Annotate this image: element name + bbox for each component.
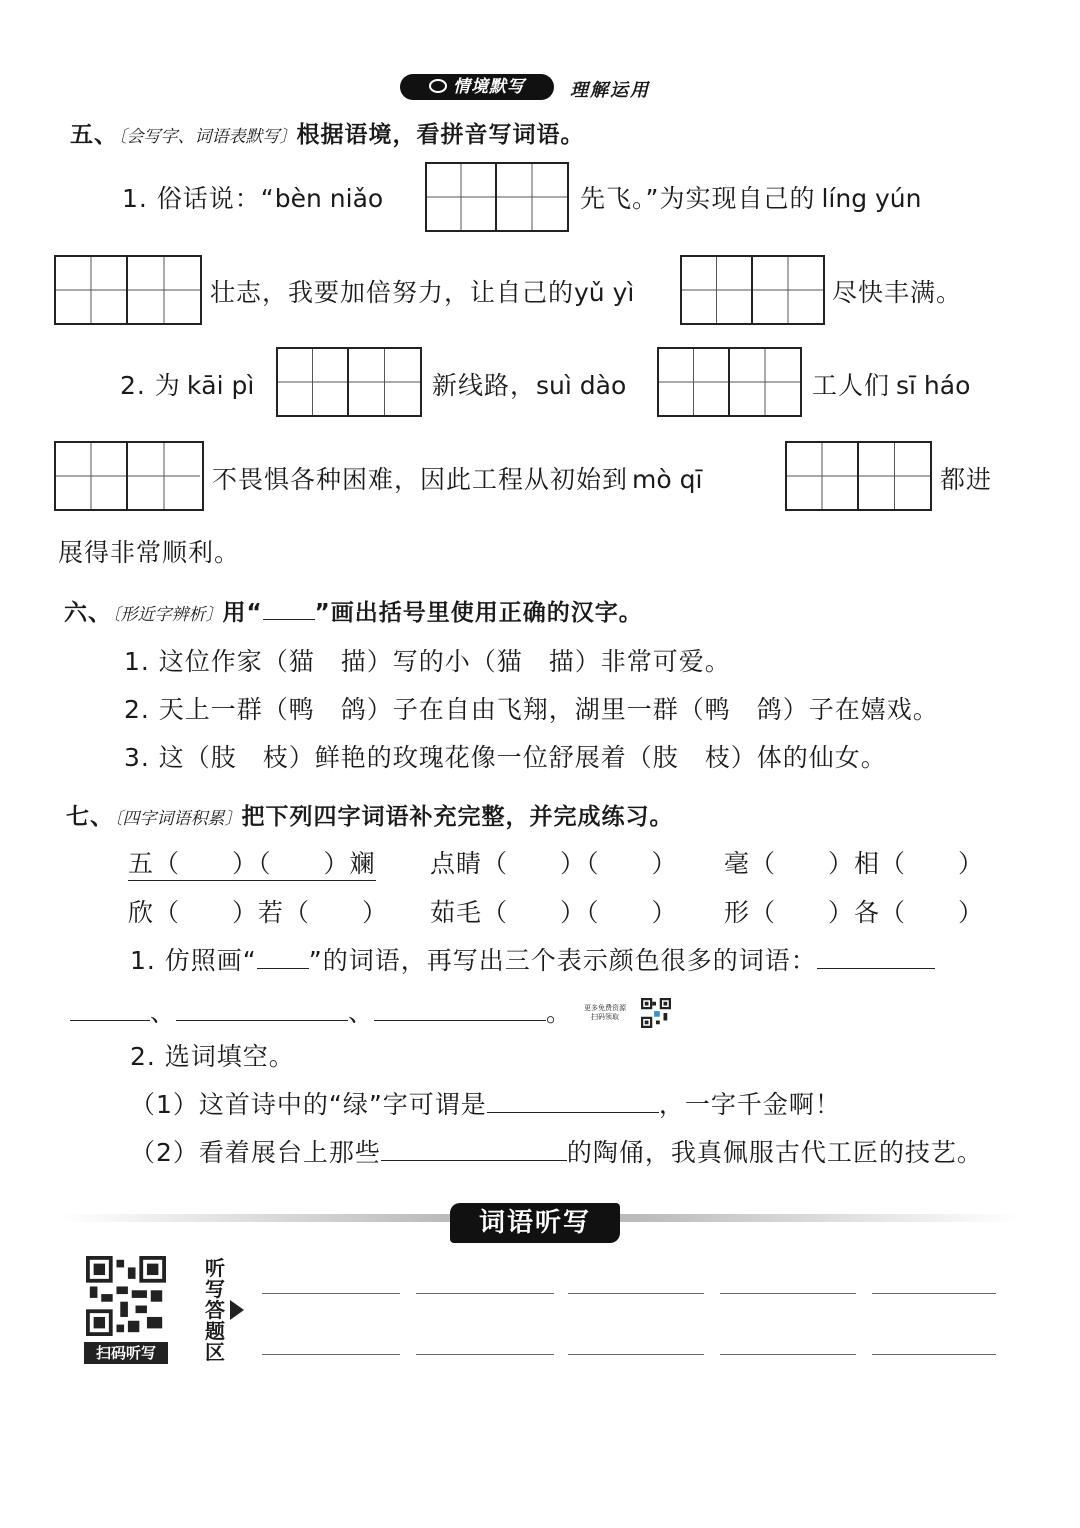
grid-cell[interactable] bbox=[497, 164, 567, 230]
s7-q2-1-text-b: ，一字千金啊！ bbox=[658, 1090, 841, 1119]
answer-grid-yu-yi[interactable] bbox=[680, 255, 825, 325]
grid-cell[interactable] bbox=[278, 349, 349, 415]
promo-line-1: 更多免费资源 bbox=[584, 1004, 626, 1012]
idiom-rumao: 茹毛（ ）（ ） bbox=[430, 898, 678, 927]
s6-item-3: 3. 这（肢 枝）鲜艳的玫瑰花像一位舒展着（肢 枝）体的仙女。 bbox=[124, 743, 887, 772]
pinyin-si-hao: sī háo bbox=[896, 371, 971, 400]
dictation-qr-icon[interactable] bbox=[84, 1256, 168, 1336]
answer-grid-kai-pi[interactable] bbox=[276, 347, 422, 417]
s5-q2-text-a: 2. 为 bbox=[120, 371, 181, 400]
dictation-line[interactable] bbox=[720, 1354, 856, 1355]
s5-q2-text-c: 工人们 bbox=[812, 371, 891, 400]
dictation-vertical-label bbox=[203, 1258, 227, 1363]
answer-blank[interactable] bbox=[817, 943, 935, 969]
grid-cell[interactable] bbox=[682, 257, 753, 323]
dictation-line[interactable] bbox=[872, 1293, 996, 1294]
section5-heading bbox=[70, 116, 585, 149]
s7-q2-2 bbox=[130, 1133, 983, 1169]
s5-q1-part-d: 尽快丰满。 bbox=[832, 278, 963, 307]
idiom-wucaibanlan: 五（ ）（ ）斓 bbox=[128, 844, 376, 881]
answer-blank[interactable] bbox=[70, 995, 150, 1021]
s7-q2-1 bbox=[130, 1085, 841, 1121]
pinyin-ben-niao: bèn niǎo bbox=[274, 184, 384, 213]
s5-q2-part-a bbox=[120, 366, 254, 402]
pinyin-yu-yi: yǔ yì bbox=[574, 278, 635, 307]
underline-sample bbox=[263, 596, 315, 620]
promo-text bbox=[584, 1004, 626, 1022]
grid-cell[interactable] bbox=[787, 443, 859, 509]
dictation-line[interactable] bbox=[416, 1293, 554, 1294]
vlabel-char: 区 bbox=[205, 1340, 225, 1364]
dictation-line[interactable] bbox=[262, 1293, 400, 1294]
idiom-huadiandianjing: 点睛（ ）（ ） bbox=[430, 849, 678, 878]
promo-qr-icon[interactable] bbox=[640, 998, 672, 1028]
header-badge bbox=[400, 74, 554, 100]
qr-label: 扫码听写 bbox=[84, 1342, 168, 1364]
s5-q2-part-e: 都进 bbox=[940, 465, 993, 494]
s6-item-1: 1. 这位作家（猫 描）写的小（猫 描）非常可爱。 bbox=[124, 647, 731, 676]
grid-cell[interactable] bbox=[128, 443, 200, 509]
idiom-haobuxiang: 毫（ ）相（ ） bbox=[724, 849, 985, 878]
vlabel-char: 写 bbox=[205, 1277, 225, 1301]
section6-tag: 〔形近字辨析〕 bbox=[112, 605, 223, 625]
dictation-line[interactable] bbox=[720, 1293, 856, 1294]
s5-q2-text-b: 新线路， bbox=[432, 371, 537, 400]
pinyin-sui-dao: suì dào bbox=[536, 371, 627, 400]
section7-number: 七、 bbox=[66, 804, 114, 830]
answer-blank[interactable] bbox=[176, 995, 348, 1021]
section6-title-a: 用“ bbox=[222, 600, 263, 626]
vlabel-char: 听 bbox=[205, 1256, 225, 1280]
s5-q2-part-c bbox=[812, 366, 970, 402]
grid-cell[interactable] bbox=[730, 349, 800, 415]
s5-q1-text-c: 壮志，我要加倍努力，让自己的 bbox=[210, 278, 575, 307]
eye-icon bbox=[429, 79, 447, 93]
s7-q2: 2. 选词填空。 bbox=[130, 1042, 295, 1071]
dictation-line[interactable] bbox=[262, 1354, 400, 1355]
pinyin-kai-pi: kāi pì bbox=[186, 371, 255, 400]
section5-number: 五、 bbox=[70, 122, 118, 148]
idiom-xingxing: 形（ ）各（ ） bbox=[724, 898, 985, 927]
idiom-xinxiruokuang: 欣（ ）若（ ） bbox=[128, 898, 389, 927]
s5-q2-part-b bbox=[432, 366, 626, 402]
vlabel-char: 答 bbox=[205, 1298, 225, 1322]
promo-line-2: 扫码领取 bbox=[591, 1013, 619, 1021]
section7-heading bbox=[66, 798, 674, 831]
sep: 。 bbox=[546, 998, 573, 1027]
s5-q1-part-c bbox=[210, 273, 634, 309]
s5-q2-part-d bbox=[212, 460, 702, 496]
header-subtitle: 理解运用 bbox=[570, 80, 650, 101]
answer-grid-sui-dao[interactable] bbox=[657, 347, 802, 417]
vlabel-char: 题 bbox=[205, 1319, 225, 1343]
section7-title: 把下列四字词语补充完整，并完成练习。 bbox=[241, 804, 674, 830]
section6-number: 六、 bbox=[64, 600, 112, 626]
s7-q1-text-b: ”的词语，再写出三个表示颜色很多的词语： bbox=[308, 946, 817, 975]
grid-cell[interactable] bbox=[859, 443, 931, 509]
dictation-title: 词语听写 bbox=[450, 1203, 620, 1243]
dictation-line[interactable] bbox=[416, 1354, 554, 1355]
section5-tag: 〔会写字、词语表默写〕 bbox=[118, 127, 297, 147]
s5-q1-part-b bbox=[580, 179, 922, 215]
right-arrow-icon bbox=[230, 1300, 244, 1320]
answer-grid-ben-niao[interactable] bbox=[425, 162, 569, 232]
s7-q1-text-a: 1. 仿照画“ bbox=[130, 946, 257, 975]
s5-q2-text-d: 不畏惧各种困难，因此工程从初始到 bbox=[212, 465, 629, 494]
grid-cell[interactable] bbox=[349, 349, 420, 415]
sep: 、 bbox=[348, 998, 375, 1027]
s7-q2-1-text-a: （1）这首诗中的“绿”字可谓是 bbox=[130, 1090, 487, 1119]
section6-title-b: ”画出括号里使用正确的汉字。 bbox=[314, 600, 643, 626]
grid-cell[interactable] bbox=[753, 257, 823, 323]
s7-q2-2-text-a: （2）看着展台上那些 bbox=[130, 1138, 381, 1167]
s7-q1-cont bbox=[70, 993, 572, 1029]
s7-q2-2-text-b: 的陶俑，我真佩服古代工匠的技艺。 bbox=[566, 1138, 983, 1167]
answer-grid-ling-yun[interactable] bbox=[54, 255, 202, 325]
answer-blank[interactable] bbox=[374, 995, 546, 1021]
grid-cell[interactable] bbox=[56, 443, 128, 509]
answer-grid-mo-qi[interactable] bbox=[785, 441, 932, 511]
pinyin-ling-yun: líng yún bbox=[821, 184, 922, 213]
s6-item-2: 2. 天上一群（鸭 鸽）子在自由飞翔，湖里一群（鸭 鸽）子在嬉戏。 bbox=[124, 695, 939, 724]
answer-blank[interactable] bbox=[381, 1135, 567, 1161]
section6-heading bbox=[64, 594, 643, 627]
s5-q1-part-a bbox=[122, 179, 383, 215]
s5-q1-text-b: 先飞。”为实现自己的 bbox=[580, 184, 816, 213]
section7-tag: 〔四字词语积累〕 bbox=[114, 809, 242, 829]
dictation-line[interactable] bbox=[872, 1354, 996, 1355]
pinyin-mo-qi: mò qī bbox=[632, 465, 703, 494]
grid-cell[interactable] bbox=[427, 164, 497, 230]
sep: 、 bbox=[150, 998, 177, 1027]
s7-q1 bbox=[130, 941, 935, 977]
dictation-line[interactable] bbox=[568, 1354, 704, 1355]
answer-grid-si-hao[interactable] bbox=[54, 441, 204, 511]
grid-cell[interactable] bbox=[56, 257, 128, 323]
grid-cell[interactable] bbox=[128, 257, 200, 323]
s5-q1-text-a: 1. 俗话说：“ bbox=[122, 184, 275, 213]
dictation-line[interactable] bbox=[568, 1293, 704, 1294]
s5-q2-part-f: 展得非常顺利。 bbox=[58, 538, 241, 567]
section5-title: 根据语境，看拼音写词语。 bbox=[296, 122, 585, 148]
answer-blank[interactable] bbox=[487, 1087, 659, 1113]
grid-cell[interactable] bbox=[659, 349, 730, 415]
underline-sample bbox=[257, 943, 309, 969]
header-badge-text: 情境默写 bbox=[453, 77, 525, 97]
